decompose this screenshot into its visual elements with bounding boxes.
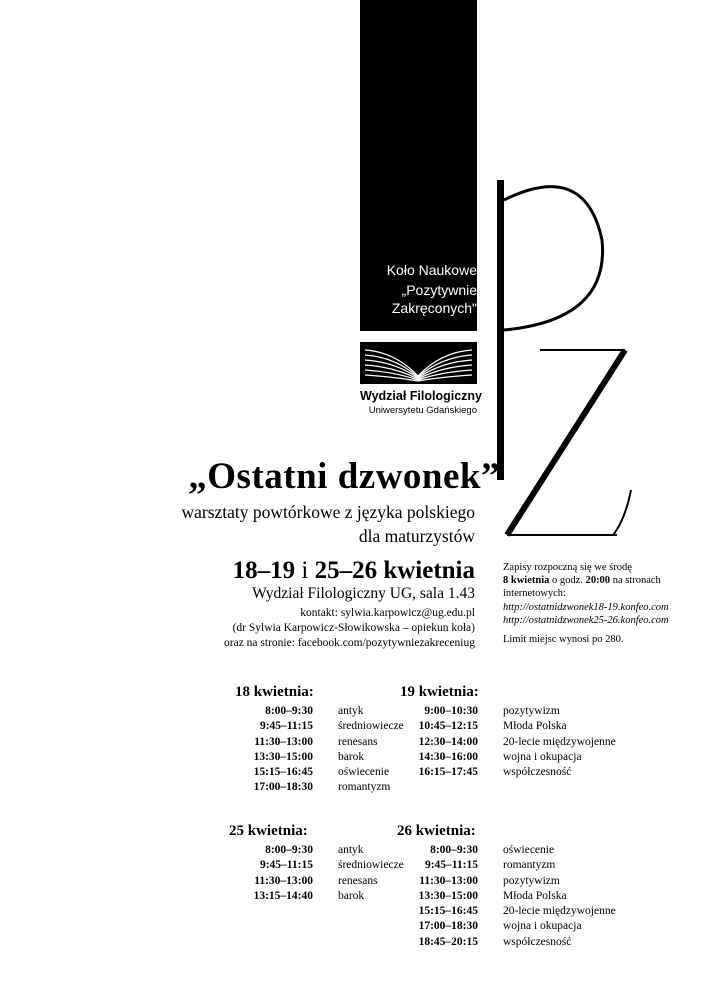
time-slot: 8:00–9:30 <box>430 844 478 856</box>
topic: barok <box>338 889 365 902</box>
time-slot: 15:15–16:45 <box>418 905 478 918</box>
dates-part-2: 25–26 kwietnia <box>314 557 475 584</box>
topic: 20-lecie międzywojenne <box>503 905 616 918</box>
topic: oświecenie <box>338 766 390 779</box>
time-slot: 9:45–11:15 <box>259 720 313 733</box>
contact-person: (dr Sylwia Karpowicz-Słowikowska – opiekun koła) <box>232 622 475 634</box>
schedule-day-18-heading: 18 kwietnia: <box>235 684 314 700</box>
time-slot: 13:15–14:40 <box>253 889 313 902</box>
time-slot: 13:30–15:00 <box>418 889 478 902</box>
event-dates <box>150 557 475 585</box>
event-title: „Ostatni dzwonek” <box>188 456 500 497</box>
time-slot: 8:00–9:30 <box>265 844 313 856</box>
time-slot: 10:45–12:15 <box>418 720 478 733</box>
registration-time: 20:00 <box>585 575 611 587</box>
schedule-day-19-heading: 19 kwietnia: <box>400 684 479 700</box>
registration-text-1: Zapisy rozpoczną się we środę <box>503 562 632 573</box>
topic: wojna i okupacja <box>503 750 582 763</box>
schedule-day-25-heading: 25 kwietnia: <box>229 823 308 839</box>
schedule-day-26-heading: 26 kwietnia: <box>397 823 476 839</box>
club-line-2: „Pozytywnie <box>401 282 477 298</box>
time-slot: 15:15–16:45 <box>253 766 313 779</box>
time-slot: 12:30–14:00 <box>418 735 478 748</box>
topic: 20-lecie międzywojenne <box>503 735 616 748</box>
time-slot: 11:30–13:00 <box>254 874 313 887</box>
logo-faculty-name: Wydział Filologiczny <box>360 389 483 403</box>
dates-separator: i <box>295 557 315 584</box>
topic: barok <box>338 750 365 763</box>
club-name-2 <box>360 282 477 298</box>
seat-limit: Limit miejsc wynosi po 280. <box>503 634 624 645</box>
logo-university-name: Uniwersytetu Gdańskiego <box>368 405 477 416</box>
topic: wojna i okupacja <box>503 920 582 933</box>
registration-url-1: http://ostatnidzwonek18-19.konfeo.com <box>503 601 669 613</box>
time-slot: 14:30–16:00 <box>418 750 478 763</box>
topic: pozytywizm <box>503 874 560 887</box>
topic: renesans <box>338 735 378 748</box>
topic: antyk <box>338 844 364 856</box>
dates-part-1: 18–19 <box>232 557 296 584</box>
topic: romantyzm <box>338 781 391 794</box>
event-subtitle-1: warsztaty powtórkowe z języka polskiego <box>181 502 475 522</box>
club-name <box>360 262 477 278</box>
schedule-day-26-times <box>370 843 478 950</box>
topic: Młoda Polska <box>503 889 567 902</box>
topic: oświecenie <box>503 844 555 856</box>
schedule-day-19-topics <box>503 704 616 780</box>
time-slot: 17:00–18:30 <box>253 781 313 794</box>
time-slot: 11:30–13:00 <box>419 874 478 887</box>
registration-text-3: na stronach internetowych: <box>503 575 661 600</box>
pz-monogram-icon <box>485 160 645 560</box>
time-slot: 13:30–15:00 <box>253 750 313 763</box>
topic: antyk <box>338 705 364 717</box>
club-line-1: Koło Naukowe <box>386 262 477 278</box>
registration-url-2: http://ostatnidzwonek25-26.konfeo.com <box>503 614 669 626</box>
schedule-day-19-times <box>370 704 478 780</box>
club-name-3 <box>360 300 477 316</box>
topic: współczesność <box>503 935 572 948</box>
topic: średniowiecze <box>338 859 404 872</box>
event-place: Wydział Filologiczny UG, sala 1.43 <box>252 585 475 602</box>
time-slot: 16:15–17:45 <box>418 766 478 779</box>
schedule-day-18-times <box>205 704 313 796</box>
topic: Młoda Polska <box>503 720 567 733</box>
time-slot: 8:00–9:30 <box>265 705 313 717</box>
topic: renesans <box>338 874 378 887</box>
time-slot: 9:00–10:30 <box>424 705 478 717</box>
topic: średniowiecze <box>338 720 404 733</box>
time-slot: 11:30–13:00 <box>254 735 313 748</box>
club-line-3: Zakręconych" <box>391 300 477 316</box>
event-subtitle-2: dla maturzystów <box>358 526 475 546</box>
topic: romantyzm <box>503 859 556 872</box>
time-slot: 9:45–11:15 <box>259 859 313 872</box>
facebook-link: oraz na stronie: facebook.com/pozytywniezakreceniug <box>224 637 475 649</box>
topic: współczesność <box>503 766 572 779</box>
faculty-logo-icon <box>360 342 477 384</box>
schedule-day-25-times <box>205 843 313 904</box>
topic: pozytywizm <box>503 705 560 717</box>
time-slot: 18:45–20:15 <box>418 935 478 948</box>
contact-email: kontakt: sylwia.karpowicz@ug.edu.pl <box>300 607 475 619</box>
registration-text-2: o godz. <box>549 575 586 587</box>
registration-date: 8 kwietnia <box>503 575 550 587</box>
time-slot: 9:45–11:15 <box>424 859 478 872</box>
time-slot: 17:00–18:30 <box>418 920 478 933</box>
registration-info <box>503 561 693 627</box>
schedule-day-26-topics <box>503 843 616 950</box>
